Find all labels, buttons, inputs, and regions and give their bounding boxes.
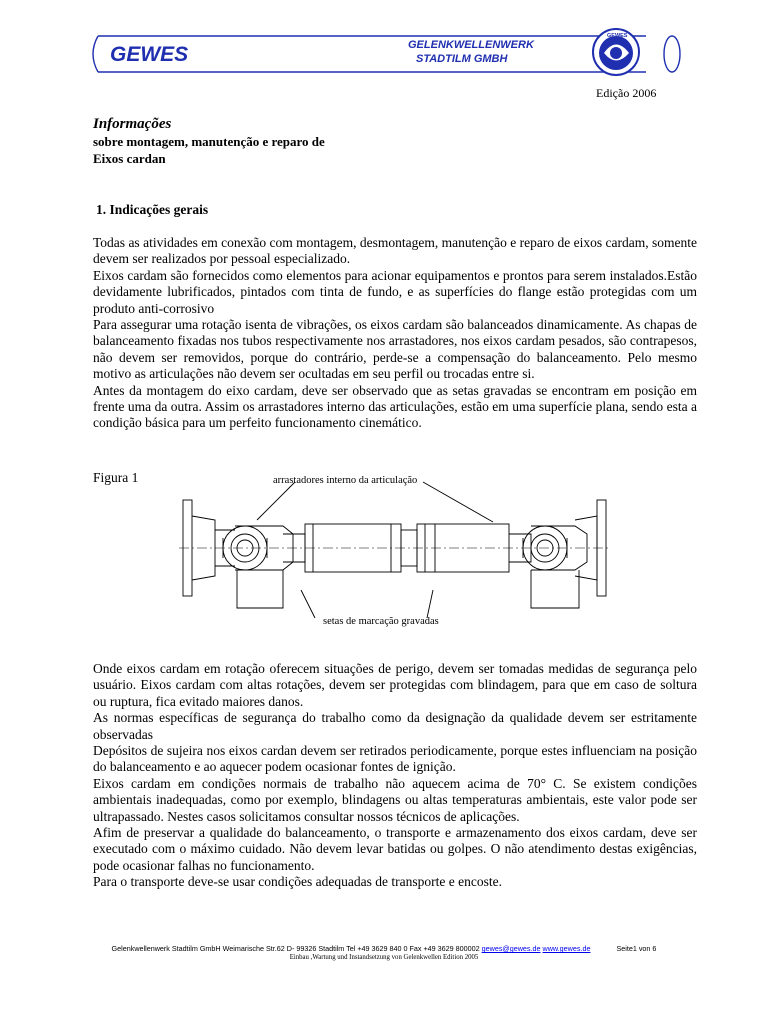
- company-line2: STADTILM GMBH: [416, 53, 508, 65]
- paragraph: Antes da montagem do eixo cardam, deve ser observado que as setas gravadas se encontram em posição em frente uma da outra. Assim os arrastadores interno das articulações, estão em uma superfície plana, sendo esta a condição básica para um perfeito funcionamento cinemático.: [93, 382, 697, 431]
- paragraph: Para assegurar uma rotação isenta de vibrações, os eixos cardam são balanceados dinamicamente. As chapas de balanceamento fixadas nos tubos respectivamente nos arrastadores, nos eixos cardam pesados, são contrapesos, não devem ser removidos, porque do contrário, perde-se a compensação do balanceamento. Pelo mesmo motivo as articulações não devem ser ocultadas em seu perfil ou trocadas entre si.: [93, 317, 697, 382]
- paragraphs-safety: [93, 661, 697, 891]
- company-line1: GELENKWELLENWERK: [408, 39, 534, 51]
- document-title: Informações: [93, 116, 172, 132]
- emblem-text: GEWES: [607, 33, 628, 39]
- paragraph: Eixos cardam em condições normais de trabalho não aquecem acima de 70° C. Se existem condições ambientais inadequadas, como por exemplo, blindagens ou altas temperaturas ambientais, este valor pode ser ultrapassado. Nestes casos solicitamos consultar nossos técnicos de aplicações.: [93, 775, 697, 824]
- page-footer: [0, 944, 768, 962]
- callout-bottom-label: setas de marcação gravadas: [323, 616, 439, 627]
- paragraph: Depósitos de sujeira nos eixos cardan devem ser retirados periodicamente, porque estes influenciam na posição do balanceamento e ao aquecer podem ocasionar fontes de ignição.: [93, 743, 697, 775]
- paragraph: Afim de preservar a qualidade do balanceamento, o transporte e armazenamento dos eixos cardam, deve ser executado com o máximo cuidado. Não devem levar batidas ou golpes. O não atendimento destas exigências, pode ocasionar falhas no funcionamento.: [93, 825, 697, 873]
- page-total: von 6: [636, 944, 657, 953]
- paragraph: Todas as atividades em conexão com montagem, desmontagem, manutenção e reparo de eixos cardam, somente devem ser realizados por pessoal especializado.: [93, 235, 697, 267]
- section-heading: 1. Indicações gerais: [96, 202, 209, 217]
- gewes-header-logo: [86, 28, 686, 80]
- page-number: 1: [632, 944, 637, 953]
- page-label: Seite: [616, 944, 633, 953]
- paragraph: Eixos cardam são fornecidos como elementos para acionar equipamentos e prontos para serem instalados.Estão devidamente lubrificados, pintados com tinta de fundo, e as superfícies do flange estão protegidas com um produto anti-corrosivo: [93, 267, 697, 316]
- footer-line2: Einbau ,Wartung und Instandsetzung von Gelenkwellen Edition 2005: [289, 954, 479, 961]
- edition-label: Edição 2006: [596, 86, 657, 100]
- cardan-shaft-figure: [175, 468, 615, 630]
- gewes-emblem-icon: [593, 29, 639, 75]
- paragraph: Para o transporte deve-se usar condições adequadas de transporte e encoste.: [93, 874, 502, 890]
- callout-top-label: arrastadores interno da articulação: [273, 475, 418, 486]
- paragraph: Onde eixos cardam em rotação oferecem situações de perigo, devem ser tomadas medidas de segurança pelo usuário. Eixos cardam com altas rotações, devem ser protegidas com blindagem, para que em caso de soltura ou ruptura, fica evitado maiores danos.: [93, 661, 697, 709]
- paragraphs-general: [93, 235, 697, 432]
- subtitle-line1: sobre montagem, manutenção e reparo de: [93, 134, 325, 149]
- figure-label: Figura 1: [93, 470, 139, 485]
- subtitle-line2: Eixos cardan: [93, 151, 166, 166]
- email-link[interactable]: gewes@gewes.de: [481, 944, 541, 953]
- logo-text: GEWES: [110, 43, 189, 66]
- paragraph: As normas específicas de segurança do trabalho como da designação da qualidade devem ser estritamente observadas: [93, 710, 697, 742]
- footer-address: Gelenkwellenwerk Stadtilm GmbH Weimarische Str.62 D- 99326 Stadtilm Tel +49 3629 840 0 Fax +49 3629 800002: [111, 944, 480, 953]
- website-link[interactable]: www.gewes.de: [542, 944, 591, 953]
